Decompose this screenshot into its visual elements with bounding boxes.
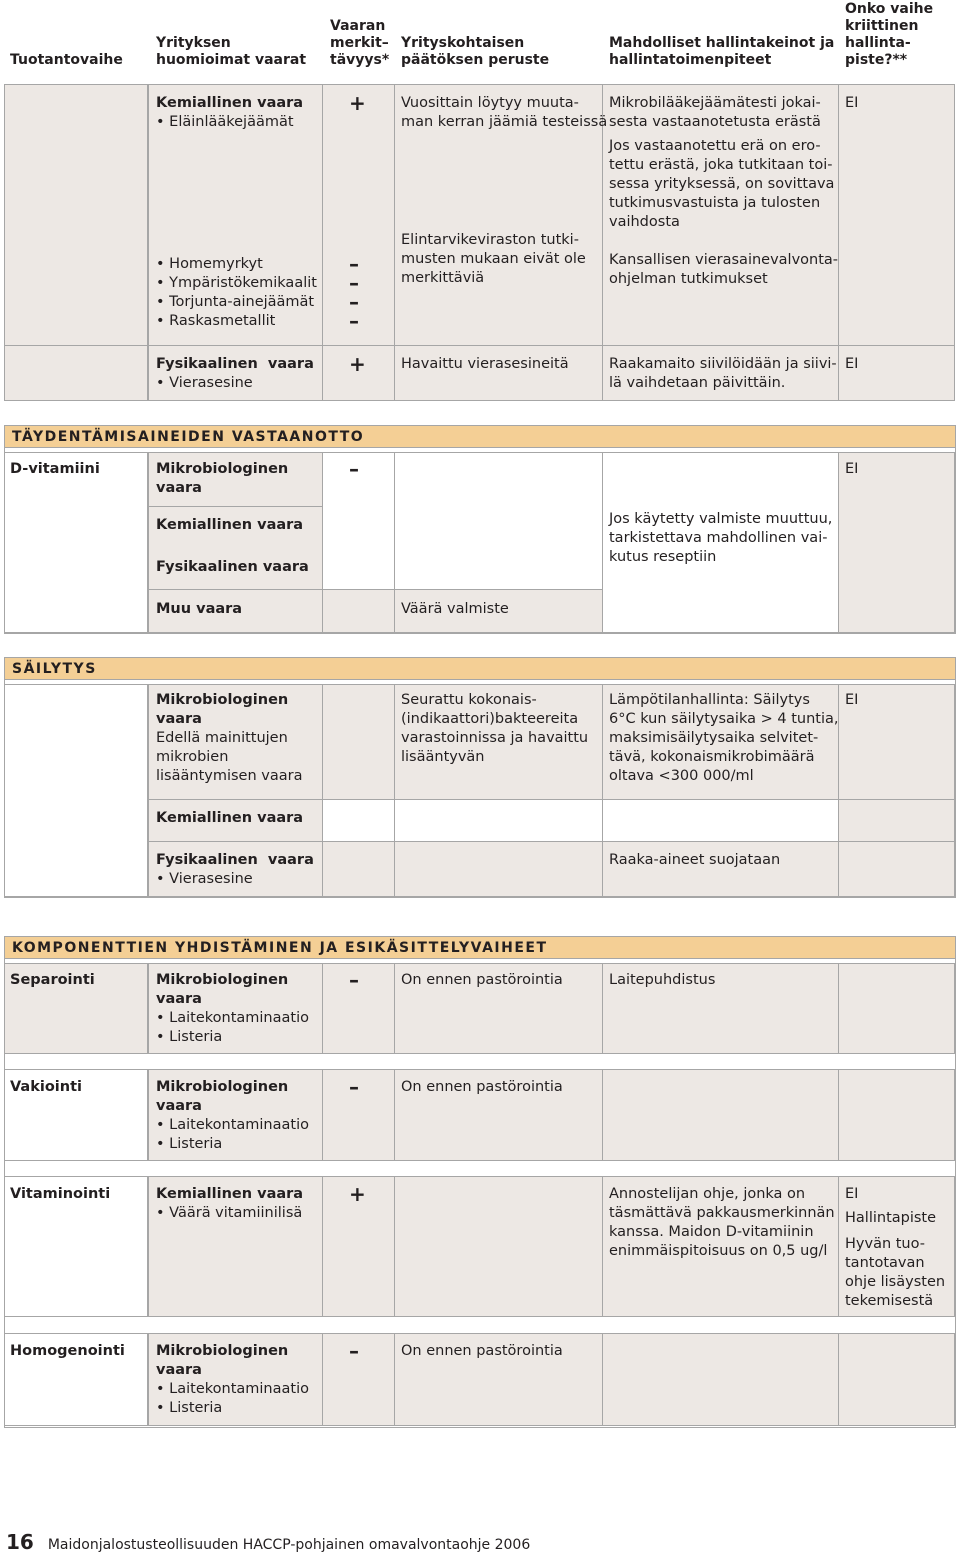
hazard-other: Muu vaara (156, 601, 243, 617)
footer-title: Maidonjalostusteollisuuden HACCP-pohjainen omavalvontaohje 2006 (47, 1537, 531, 1553)
stage-d-vitamin: D-vitamiini (10, 461, 100, 477)
ccp-value: EI (845, 692, 859, 708)
header-stage: Tuotantovaihe (10, 52, 123, 68)
measure-temperature: Lämpötilanhallinta: Säilytys 6°C kun säilytysaika > 4 tuntia, maksimisäilytysaika selvitet- tävä, kokonaismikrobimäärä oltava <300 000/ml (609, 692, 839, 784)
hazard-microbiological: Mikrobiologinen vaara (156, 1079, 289, 1114)
page-number: 16 (6, 1530, 34, 1554)
header-measures: Mahdolliset hallintakeinot ja hallintatoimenpiteet (609, 35, 835, 68)
hazard-physical-items: • Vierasesine (156, 871, 253, 887)
hazard-physical-items: • Vierasesine (156, 375, 253, 391)
section-title: TÄYDENTÄMISAINEIDEN VASTAANOTTO (5, 426, 955, 448)
significance-minus: – (349, 457, 359, 481)
ccp-control-point: Hallintapiste (845, 1210, 937, 1226)
hazard-chemical-items: • Eläinlääkejäämät (156, 114, 294, 130)
basis-before-pasteurization: On ennen pastörointia (401, 1079, 563, 1095)
hazard-growth-text: Edellä mainittujen mikrobien lisääntymisen vaara (156, 730, 303, 784)
stage-vitamin-addition: Vitaminointi (10, 1186, 111, 1202)
hazard-microbiological: Mikrobiologinen vaara (156, 692, 289, 727)
hazard-physical-title: Fysikaalinen vaara (156, 356, 314, 372)
significance-plus: + (349, 352, 366, 376)
basis-wrong-product: Väärä valmiste (401, 601, 509, 617)
significance-plus: + (349, 91, 366, 115)
hazard-items: • Väärä vitamiinilisä (156, 1205, 303, 1221)
measure-protect: Raaka-aineet suojataan (609, 852, 781, 868)
table-header (0, 0, 960, 75)
basis-residues: Vuosittain löytyy muuta- man kerran jäämiä testeissä (401, 95, 608, 130)
hazard-microbiological: Mikrobiologinen vaara (156, 1343, 289, 1378)
stage-separation: Separointi (10, 972, 95, 988)
measure-cleaning: Laitepuhdistus (609, 972, 716, 988)
significance-minus: – (349, 1075, 359, 1099)
section-title: SÄILYTYS (5, 658, 955, 680)
measure-residue-test: Mikrobilääkejäämätesti jokai- sesta vastaanotetusta erästä (609, 95, 821, 130)
header-basis: Yrityskohtaisen päätöksen peruste (401, 35, 550, 68)
measure-recipe-check: Jos käytetty valmiste muuttuu, tarkistettava mahdollinen vai- kutus reseptiin (609, 511, 833, 565)
measure-national-program: Kansallisen vierasainevalvonta- ohjelman tutkimukset (609, 252, 839, 287)
significance-minus: – (349, 1339, 359, 1363)
basis-bacteria: Seurattu kokonais- (indikaattori)bakteereita varastoinnissa ja havaittu lisääntyvän (401, 692, 589, 765)
page-footer (6, 1530, 530, 1554)
hazard-items: • Laitekontaminaatio • Listeria (156, 1010, 309, 1045)
hazard-chemical: Kemiallinen vaara (156, 1186, 304, 1202)
hazard-microbiological: Mikrobiologinen vaara (156, 972, 289, 1007)
basis-authority: Elintarvikeviraston tutki- musten mukaan eivät ole merkittäviä (401, 232, 586, 286)
ccp-value: EI (845, 461, 859, 477)
measure-separate-batch: Jos vastaanotettu erä on ero- tettu erästä, joka tutkitaan toi- sessa yrityksessä, on sovittava tutkimusvastuista ja tulosten vaihdosta (609, 138, 835, 230)
basis-before-pasteurization: On ennen pastörointia (401, 1343, 563, 1359)
hazard-chemical-title: Kemiallinen vaara (156, 95, 304, 111)
header-ccp: Onko vaihe kriittinen hallinta- piste?** (845, 1, 934, 68)
hazard-microbiological: Mikrobiologinen vaara (156, 461, 289, 496)
stage-standardization: Vakiointi (10, 1079, 82, 1095)
hazard-physical: Fysikaalinen vaara (156, 559, 309, 575)
significance-minus-list: – – – – (349, 252, 359, 333)
hazard-chemical: Kemiallinen vaara (156, 517, 304, 533)
ccp-value: EI (845, 356, 859, 372)
significance-minus: – (349, 968, 359, 992)
section-title: KOMPONENTTIEN YHDISTÄMINEN JA ESIKÄSITTELYVAIHEET (5, 937, 955, 959)
hazard-other-chemicals: • Homemyrkyt • Ympäristökemikaalit • Torjunta-ainejäämät • Raskasmetallit (156, 256, 317, 329)
measure-strainer: Raakamaito siivilöidään ja siivi- lä vaihdetaan päivittäin. (609, 356, 837, 391)
significance-plus: + (349, 1182, 366, 1206)
header-significance: Vaaran merkit– tävyys* (330, 18, 390, 68)
basis-before-pasteurization: On ennen pastörointia (401, 972, 563, 988)
ccp-value: EI (845, 1186, 859, 1202)
basis-foreign-object: Havaittu vierasesineitä (401, 356, 569, 372)
measure-dosing: Annostelijan ohje, jonka on täsmättävä pakkausmerkinnän kanssa. Maidon D-vitamiinin enimmäispitoisuus on 0,5 ug/l (609, 1186, 835, 1259)
stage-homogenization: Homogenointi (10, 1343, 125, 1359)
ccp-value: EI (845, 95, 859, 111)
hazard-items: • Laitekontaminaatio • Listeria (156, 1117, 309, 1152)
hazard-chemical: Kemiallinen vaara (156, 810, 304, 826)
ccp-gmp-note: Hyvän tuo- tantotavan ohje lisäysten tekemisestä (845, 1236, 946, 1309)
header-hazards: Yrityksen huomioimat vaarat (156, 35, 307, 68)
hazard-physical-title: Fysikaalinen vaara (156, 852, 314, 868)
hazard-items: • Laitekontaminaatio • Listeria (156, 1381, 309, 1416)
